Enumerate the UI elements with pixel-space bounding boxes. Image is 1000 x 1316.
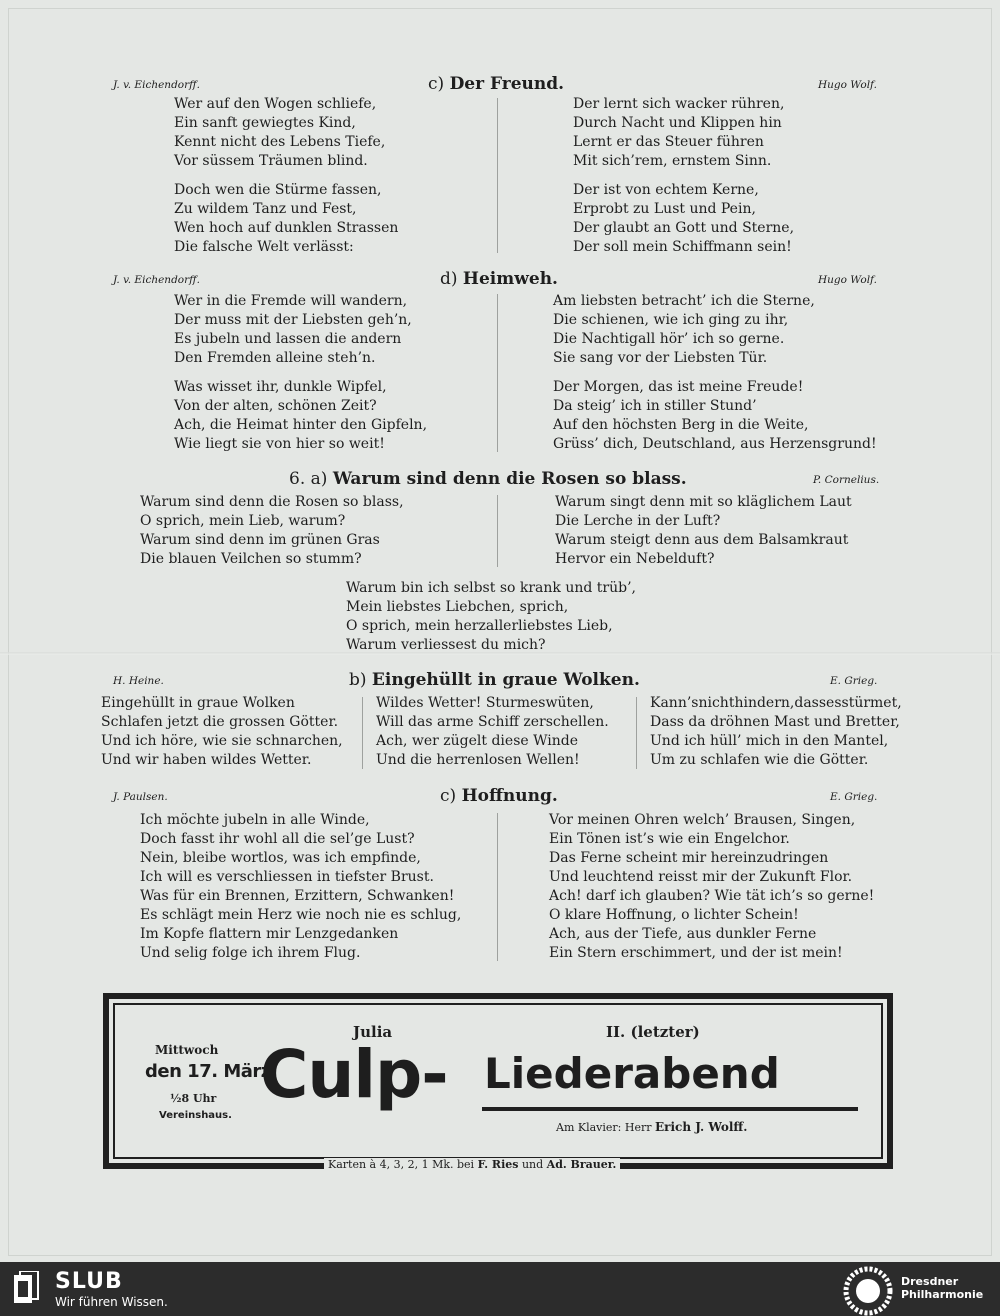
hoffnung-composer: E. Grieg. [830,791,878,803]
verse-line: Ein sanft gewiegtes Kind, [174,115,356,131]
hoffnung-prefix: c) [440,786,457,806]
hoffnung-name: Hoffnung. [461,786,558,806]
verse-line: Wer auf den Wogen schliefe, [174,96,377,112]
philharmonie-line-1: Dresdner [901,1275,959,1288]
ad-piano [556,1120,747,1134]
verse-line: Nein, bleibe wortlos, was ich empfinde, [140,850,421,866]
rosen-composer: P. Cornelius. [813,474,880,486]
verse-line: Und wir haben wildes Wetter. [101,752,312,768]
ad-first-name: Julia [353,1023,393,1041]
column-divider [362,697,363,769]
rosen-name: Warum sind denn die Rosen so blass. [332,469,687,489]
verse-line: Schlafen jetzt die grossen Götter. [101,714,339,730]
verse-line: Der muss mit der Liebsten geh’n, [174,312,412,328]
ad-time: ½8 Uhr [170,1092,217,1105]
verse-line: Was für ein Brennen, Erzittern, Schwanken! [140,888,455,904]
verse-line: Wer in die Fremde will wandern, [174,293,408,309]
column-divider [497,98,498,253]
verse-line: Und leuchtend reisst mir der Zukunft Flor. [549,869,853,885]
column-divider [497,813,498,961]
verse-line: Warum bin ich selbst so krank und trüb’, [346,580,636,596]
philharmonie-logo-icon [843,1266,893,1316]
verse-line: Zu wildem Tanz und Fest, [174,201,357,217]
verse-line: Eingehüllt in graue Wolken [101,695,295,711]
verse-line: Am liebsten betracht’ ich die Sterne, [553,293,815,309]
ad-surname: Culp- [260,1036,448,1113]
verse-line: Warum verliessest du mich? [346,637,546,653]
verse-line: Dass da dröhnen Mast und Bretter, [650,714,900,730]
verse-line: Mein liebstes Liebchen, sprich, [346,599,569,615]
heimweh-title [440,269,558,289]
wolken-prefix: b) [349,670,367,690]
slub-logo-icon [14,1271,42,1307]
freund-right-column [573,95,794,257]
verse-line: Grüss’ dich, Deutschland, aus Herzensgrund! [553,436,877,452]
rosen-right-column [555,493,852,569]
verse-line: Die Nachtigall hör’ ich so gerne. [553,331,785,347]
verse-line: O klare Hoffnung, o lichter Schein! [549,907,799,923]
rosen-title [289,469,687,489]
verse-line: Ich möchte jubeln in alle Winde, [140,812,370,828]
verse-line: Doch fasst ihr wohl all die sel’ge Lust? [140,831,415,847]
ad-seller-1: F. Ries [477,1158,519,1171]
verse-line: Was wisset ihr, dunkle Wipfel, [174,379,387,395]
ad-date: den 17. März [145,1061,271,1082]
verse-line: O sprich, mein herzallerliebstes Lieb, [346,618,613,634]
freund-prefix: c) [428,74,445,94]
verse-line: Warum singt denn mit so kläglichem Laut [555,494,852,510]
ad-day: Mittwoch [155,1043,219,1057]
wolken-name: Eingehüllt in graue Wolken. [371,670,640,690]
verse-line: Wildes Wetter! Sturmeswüten, [376,695,594,711]
verse-line: Sie sang vor der Liebsten Tür. [553,350,768,366]
wolken-column-1 [101,694,343,770]
verse-line: Der lernt sich wacker rühren, [573,96,785,112]
footer-bar [0,1262,1000,1316]
verse-line: Die schienen, wie ich ging zu ihr, [553,312,789,328]
verse-line: Der soll mein Schiffmann sein! [573,239,792,255]
verse-line: Doch wen die Stürme fassen, [174,182,382,198]
verse-line: Die falsche Welt verlässt: [174,239,354,255]
verse-line: Es jubeln und lassen die andern [174,331,402,347]
ad-event-title: Liederabend [484,1049,780,1098]
ad-edition: II. (letzter) [606,1023,700,1041]
verse-line: Vor süssem Träumen blind. [174,153,368,169]
ad-tickets-text: Karten à 4, 3, 2, 1 Mk. bei [328,1158,475,1171]
column-divider [636,697,637,769]
slub-name: SLUB [55,1269,123,1294]
freund-left-column [174,95,398,257]
ad-title-underline [482,1107,858,1111]
verse-line: Hervor ein Nebelduft? [555,551,715,567]
verse-line: Auf den höchsten Berg in die Weite, [553,417,809,433]
verse-line: Ein Tönen ist’s wie ein Engelchor. [549,831,790,847]
verse-line: Die Lerche in der Luft? [555,513,721,529]
column-divider [497,495,498,567]
heimweh-prefix: d) [440,269,458,289]
verse-line: O sprich, mein Lieb, warum? [140,513,346,529]
verse-line: Da steig’ ich in stiller Stund’ [553,398,757,414]
ad-and: und [521,1158,544,1171]
freund-author: J. v. Eichendorff. [113,79,200,91]
heimweh-right-column [553,292,877,454]
verse-line: Ach! darf ich glauben? Wie tät ich’s so gerne! [549,888,875,904]
verse-line: Warum sind denn im grünen Gras [140,532,380,548]
wolken-column-2 [376,694,609,770]
verse-line: Mit sich’rem, ernstem Sinn. [573,153,772,169]
hoffnung-author: J. Paulsen. [113,791,168,803]
ad-piano-label: Am Klavier: Herr [556,1121,652,1134]
column-divider [497,294,498,452]
verse-line: Der Morgen, das ist meine Freude! [553,379,804,395]
verse-line: Lernt er das Steuer führen [573,134,764,150]
verse-line: Die blauen Veilchen so stumm? [140,551,362,567]
philharmonie-line-2: Philharmonie [901,1288,984,1301]
hoffnung-right-column [549,811,874,963]
verse-line: Will das arme Schiff zerschellen. [376,714,609,730]
rosen-prefix: 6. a) [289,469,328,489]
verse-line: Der glaubt an Gott und Sterne, [573,220,795,236]
verse-line: Ach, aus der Tiefe, aus dunkler Ferne [549,926,817,942]
verse-line: Im Kopfe flattern mir Lenzgedanken [140,926,399,942]
verse-line: Von der alten, schönen Zeit? [174,398,377,414]
ad-tickets [324,1158,620,1171]
verse-line: Und ich höre, wie sie schnarchen, [101,733,343,749]
verse-line: Wie liegt sie von hier so weit! [174,436,385,452]
verse-line: Und ich hüll’ mich in den Mantel, [650,733,889,749]
verse-line: Es schlägt mein Herz wie noch nie es schlug, [140,907,462,923]
rosen-final-stanza [346,579,636,655]
heimweh-composer: Hugo Wolf. [818,274,877,286]
verse-line: Kennt nicht des Lebens Tiefe, [174,134,386,150]
heimweh-name: Heimweh. [462,269,558,289]
ad-venue: Vereinshaus. [159,1110,232,1121]
ad-pianist: Erich J. Wolff. [655,1120,748,1134]
freund-composer: Hugo Wolf. [818,79,877,91]
verse-line: Das Ferne scheint mir hereinzudringen [549,850,829,866]
hoffnung-title [440,786,558,806]
rosen-left-column [140,493,404,569]
verse-line: Ein Stern erschimmert, und der ist mein! [549,945,843,961]
verse-line: Und die herrenlosen Wellen! [376,752,580,768]
verse-line: Wen hoch auf dunklen Strassen [174,220,399,236]
verse-line: Vor meinen Ohren welch’ Brausen, Singen, [549,812,856,828]
verse-line: Erprobt zu Lust und Pein, [573,201,756,217]
verse-line: Der ist von echtem Kerne, [573,182,759,198]
verse-line: Den Fremden alleine steh’n. [174,350,376,366]
verse-line: Um zu schlafen wie die Götter. [650,752,869,768]
slub-tagline: Wir führen Wissen. [55,1295,168,1309]
heimweh-left-column [174,292,427,454]
verse-line: Ach, die Heimat hinter den Gipfeln, [174,417,428,433]
verse-line: Warum steigt denn aus dem Balsamkraut [555,532,849,548]
freund-title [428,74,564,94]
hoffnung-left-column [140,811,461,963]
verse-line: Ich will es verschliessen in tiefster Brust. [140,869,434,885]
verse-line: Und selig folge ich ihrem Flug. [140,945,361,961]
wolken-author: H. Heine. [113,675,164,687]
verse-line: Warum sind denn die Rosen so blass, [140,494,404,510]
wolken-composer: E. Grieg. [830,675,878,687]
wolken-column-3 [650,694,902,770]
verse-line: Durch Nacht und Klippen hin [573,115,782,131]
heimweh-author: J. v. Eichendorff. [113,274,200,286]
concert-advertisement [103,993,893,1169]
verse-line: Kann’snichthindern,dassesstürmet, [650,695,902,711]
freund-name: Der Freund. [449,74,565,94]
wolken-title [349,670,640,690]
verse-line: Ach, wer zügelt diese Winde [376,733,579,749]
ad-seller-2: Ad. Brauer. [546,1158,617,1171]
